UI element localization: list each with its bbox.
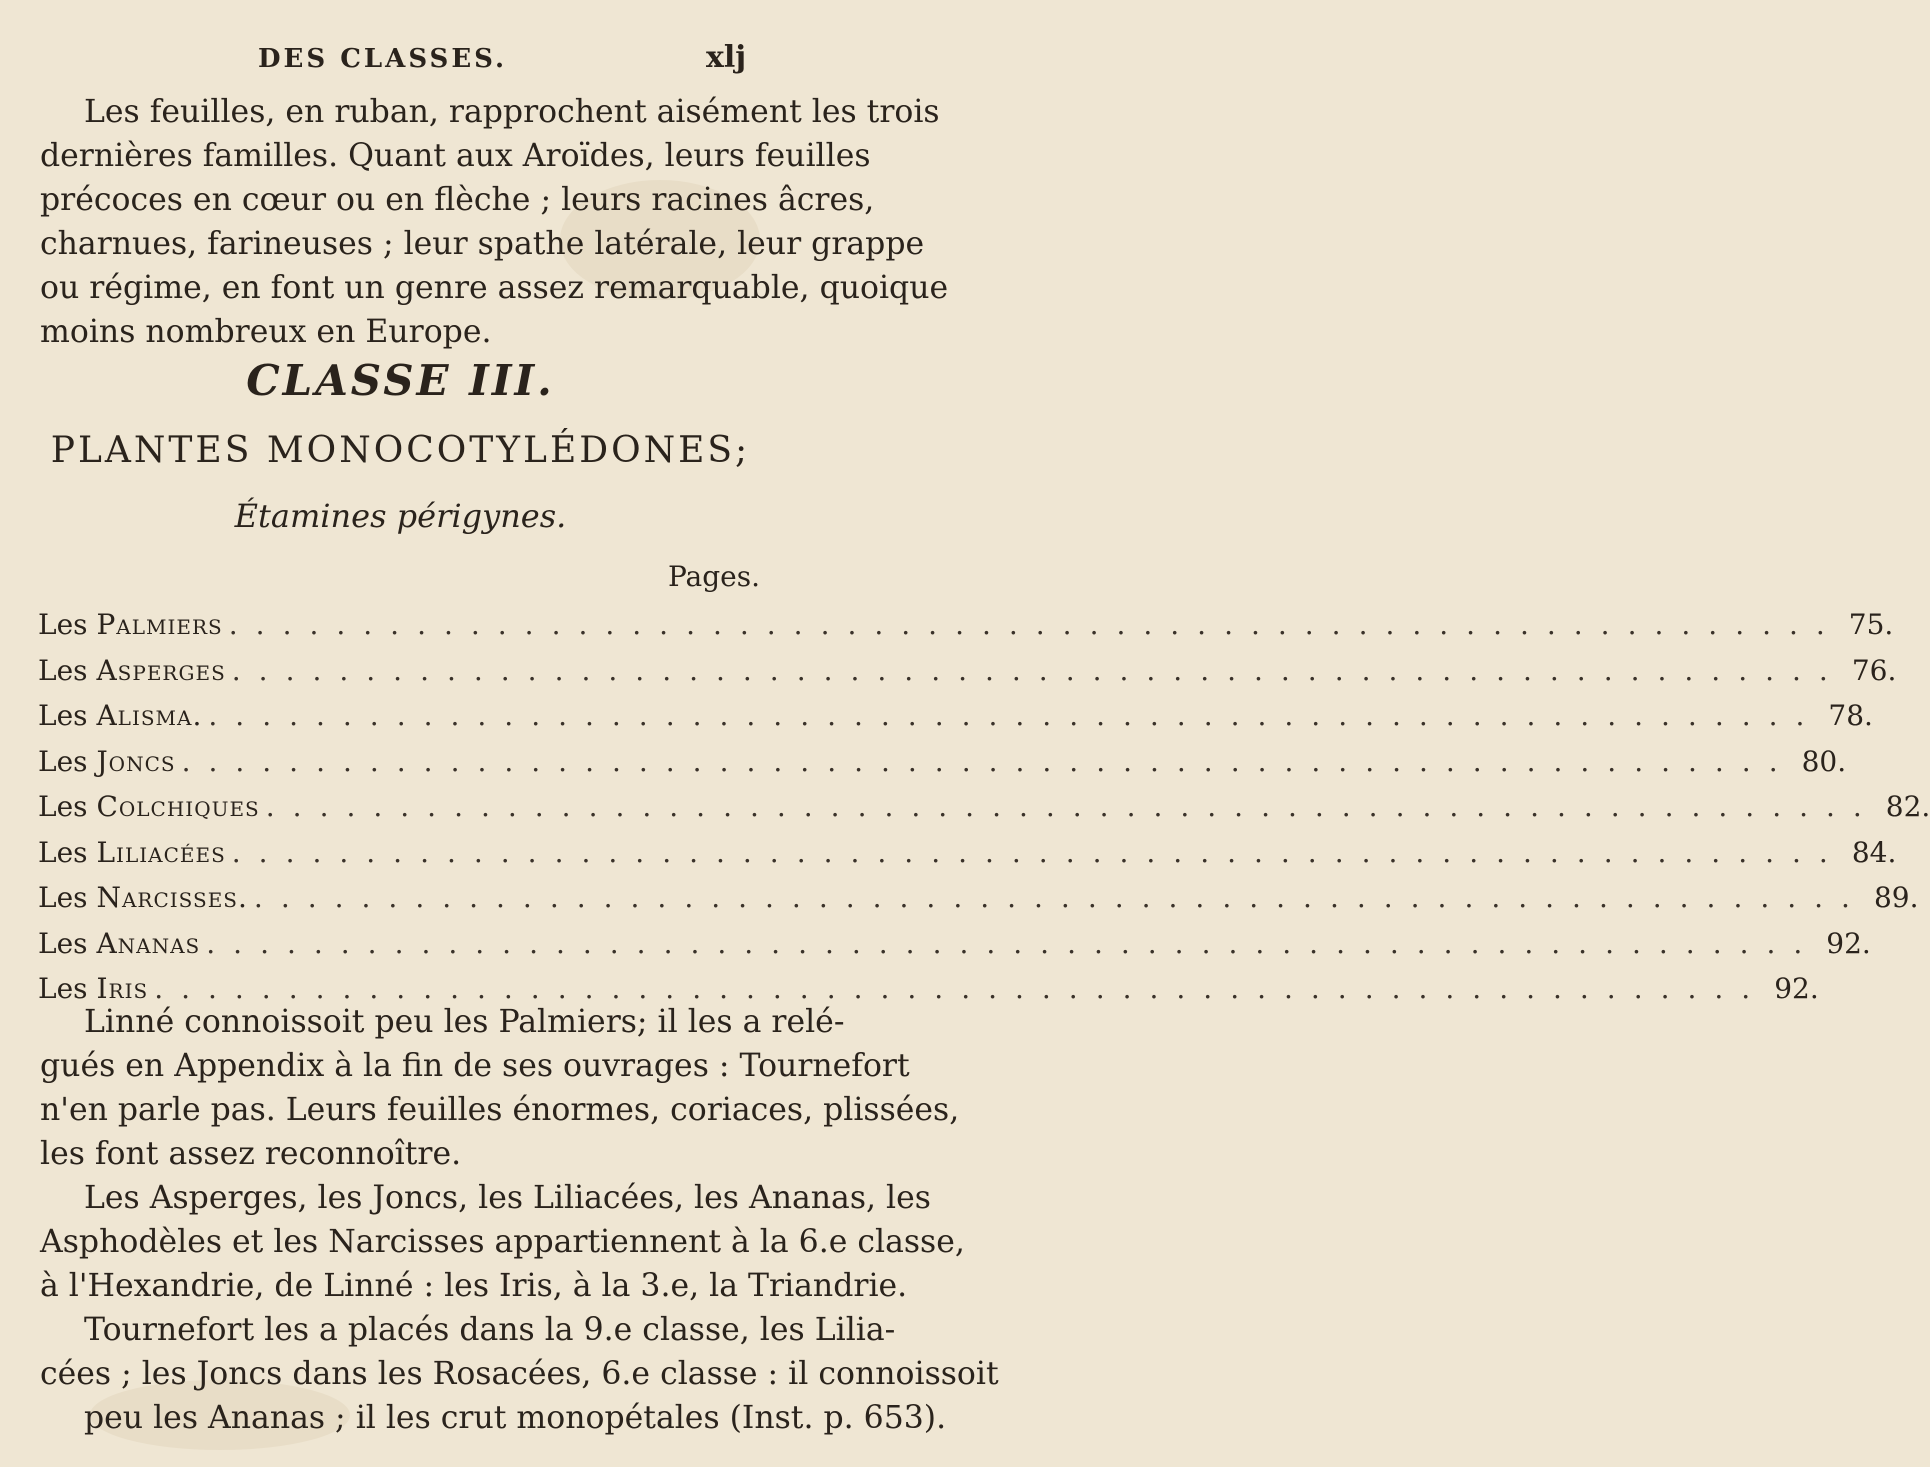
text-line: ou régime, en font un genre assez remarquable, quoique — [40, 270, 949, 306]
dot-leader: ............................................................ — [181, 744, 1796, 778]
toc-entry-prefix: Les — [38, 744, 88, 778]
toc-entry-page: 92. — [1826, 926, 1871, 960]
text-line: Tournefort les a placés dans la 9.e classe, les Lilia- — [84, 1312, 896, 1348]
toc-entry-name — [38, 927, 200, 960]
toc-entry-name — [38, 790, 260, 823]
text-line: dernières familles. Quant aux Aroïdes, leurs feuilles — [40, 138, 871, 174]
toc-entry — [38, 835, 1897, 882]
toc-list — [38, 608, 1930, 1018]
toc-entry — [38, 699, 1873, 745]
text-line: cées ; les Joncs dans les Rosacées, 6.e classe : il connoissoit — [40, 1356, 999, 1392]
pages-column-label: Pages. — [667, 560, 760, 593]
toc-entry-name — [38, 654, 226, 687]
toc-entry — [38, 926, 1871, 973]
toc-entry-prefix: Les — [38, 835, 88, 869]
text-line: gués en Appendix à la fin de ses ouvrages : Tournefort — [40, 1048, 910, 1084]
toc-entry-page: 92. — [1774, 972, 1819, 1005]
dot-leader: ............................................................ — [231, 835, 1846, 869]
toc-entry-name — [38, 699, 202, 732]
intro-paragraph — [40, 90, 949, 354]
dot-leader: ............................................................ — [228, 608, 1843, 641]
text-line: moins nombreux en Europe. — [40, 314, 492, 350]
toc-entry-page: 80. — [1801, 744, 1847, 778]
toc-entry-label: Alisma. — [96, 699, 203, 732]
text-line: n'en parle pas. Leurs feuilles énormes, coriaces, plissées, — [40, 1092, 960, 1128]
toc-entry-name — [38, 836, 226, 869]
dot-leader: ............................................................ — [206, 926, 1821, 960]
toc-entry-prefix: Les — [38, 790, 88, 823]
toc-entry-label: Joncs — [96, 744, 176, 778]
toc-entry — [38, 790, 1930, 836]
text-line: Les Asperges, les Joncs, les Liliacées, les Ananas, les — [84, 1180, 931, 1216]
text-line: Les feuilles, en ruban, rapprochent aisément les trois — [84, 94, 940, 130]
toc-entry-label: Iris — [96, 972, 149, 1005]
toc-entry-label: Ananas — [96, 926, 201, 960]
toc-entry-page: 76. — [1851, 653, 1897, 687]
toc-entry — [38, 744, 1847, 791]
dot-leader: ............................................................ — [208, 699, 1823, 732]
toc-entry-prefix: Les — [38, 926, 88, 960]
toc-entry-prefix: Les — [38, 653, 88, 687]
toc-entry-label: Colchiques — [96, 790, 260, 823]
toc-entry-page: 84. — [1851, 835, 1897, 869]
toc-entry-prefix: Les — [38, 881, 88, 914]
class-heading: CLASSE III. — [246, 356, 555, 405]
toc-entry-name — [38, 608, 223, 641]
text-line: Linné connoissoit peu les Palmiers; il les a relé- — [84, 1004, 845, 1040]
toc-entry-prefix: Les — [38, 699, 88, 732]
toc-entry — [38, 608, 1894, 654]
toc-entry-label: Asperges — [96, 653, 226, 687]
text-line: les font assez reconnoître. — [40, 1136, 462, 1172]
page-number: xlj — [706, 40, 747, 75]
toc-entry-prefix: Les — [38, 972, 88, 1005]
text-line: précoces en cœur ou en flèche ; leurs racines âcres, — [40, 182, 875, 218]
dot-leader: ............................................................ — [154, 972, 1769, 1005]
body-paragraph-1 — [40, 1000, 960, 1176]
toc-entry — [38, 881, 1919, 927]
body-paragraph-2 — [40, 1176, 999, 1440]
section-subtitle: Étamines périgynes. — [234, 497, 567, 535]
section-title: PLANTES MONOCOTYLÉDONES; — [50, 430, 751, 471]
toc-entry-page: 89. — [1873, 881, 1919, 914]
toc-entry-label: Narcisses. — [96, 881, 248, 914]
toc-entry-label: Liliacées — [96, 835, 226, 869]
page-header — [0, 40, 801, 80]
toc-entry-page: 78. — [1828, 699, 1873, 732]
toc-entry-page: 82. — [1885, 790, 1930, 823]
toc-entry — [38, 653, 1897, 700]
toc-entry-name — [38, 745, 176, 778]
toc-entry-prefix: Les — [38, 608, 88, 641]
text-line: charnues, farineuses ; leur spathe latérale, leur grappe — [40, 226, 925, 262]
dot-leader: ............................................................ — [253, 881, 1868, 914]
text-line: à l'Hexandrie, de Linné : les Iris, à la 3.e, la Triandrie. — [40, 1268, 908, 1304]
toc-entry-page: 75. — [1848, 608, 1894, 641]
toc-entry-label: Palmiers — [96, 608, 223, 641]
dot-leader: ............................................................ — [265, 790, 1880, 823]
toc-entry-name — [38, 881, 248, 914]
dot-leader: ............................................................ — [231, 653, 1846, 687]
text-line: Asphodèles et les Narcisses appartiennent à la 6.e classe, — [40, 1224, 965, 1260]
text-line: peu les Ananas ; il les crut monopétales (Inst. p. 653). — [84, 1400, 947, 1436]
running-head: DES CLASSES. — [258, 44, 508, 74]
